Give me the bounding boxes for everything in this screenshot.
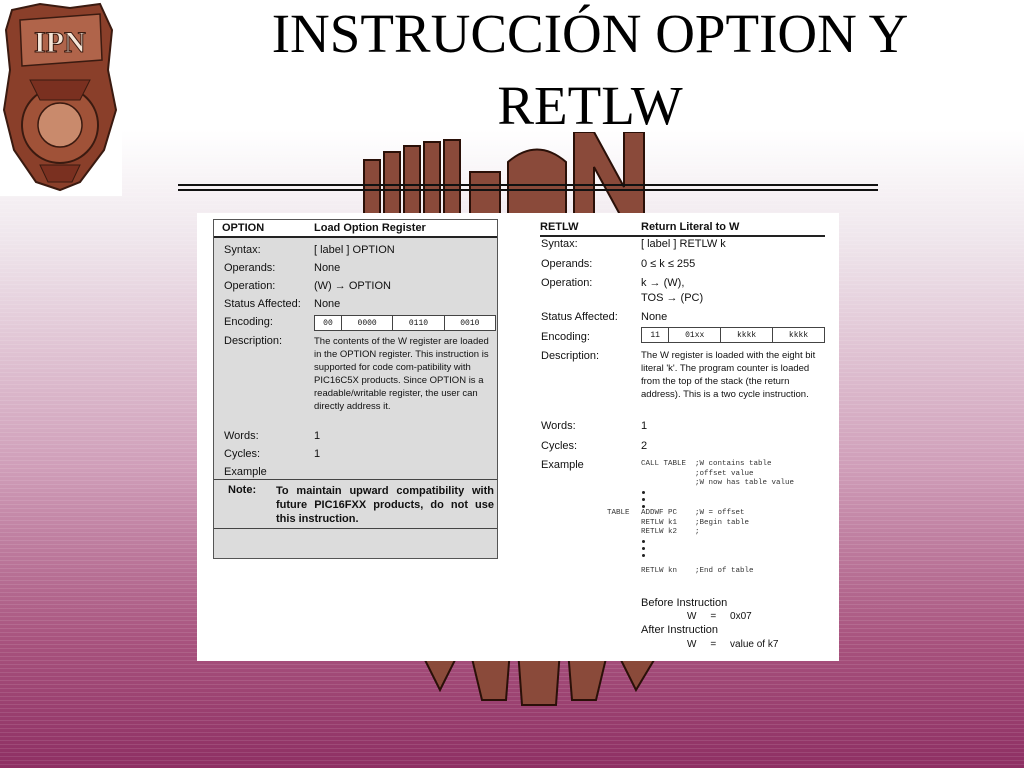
option-encoding-label: Encoding: xyxy=(224,316,273,328)
option-words-label: Words: xyxy=(224,430,259,442)
retlw-code-block-c: RETLW kn ;End of table xyxy=(641,567,754,575)
retlw-syntax-label: Syntax: xyxy=(541,238,578,250)
option-panel xyxy=(213,219,498,559)
option-header xyxy=(214,220,497,238)
note-text: To maintain upward compatibility with future PIC16FXX products, do not use this instruction. xyxy=(276,485,494,525)
retlw-syntax-value: [ label ] RETLW k xyxy=(641,238,726,250)
encoding-cell: kkkk xyxy=(721,328,773,343)
ellipsis-dot xyxy=(642,547,645,550)
option-cycles-value: 1 xyxy=(314,448,321,460)
ellipsis-dot xyxy=(642,540,645,543)
option-mnemonic: OPTION xyxy=(222,222,265,234)
encoding-cell: 0000 xyxy=(341,316,392,331)
encoding-cell: kkkk xyxy=(773,328,825,343)
retlw-cycles-label: Cycles: xyxy=(541,440,578,452)
option-encoding-table xyxy=(314,315,496,331)
encoding-cell: 01xx xyxy=(669,328,721,343)
ipn-seal-logo xyxy=(0,0,122,196)
option-description-label: Description: xyxy=(224,335,283,347)
instruction-document xyxy=(197,213,839,661)
note-label: Note: xyxy=(228,484,257,496)
option-operation-label: Operation: xyxy=(224,280,276,292)
ellipsis-dot xyxy=(642,498,645,501)
option-name: Load Option Register xyxy=(314,222,426,234)
retlw-encoding-label: Encoding: xyxy=(541,331,590,343)
retlw-mnemonic: RETLW xyxy=(540,221,579,233)
option-note xyxy=(214,479,497,529)
before-instruction-label: Before Instruction xyxy=(641,597,728,609)
after-instruction-label: After Instruction xyxy=(641,624,719,636)
retlw-code-block-a: CALL TABLE ;W contains table ;offset value ;W now has table value xyxy=(641,460,795,487)
option-status-label: Status Affected: xyxy=(224,298,301,310)
option-status-value: None xyxy=(314,298,341,310)
option-syntax-label: Syntax: xyxy=(224,244,261,256)
retlw-encoding-table xyxy=(641,327,825,343)
retlw-words-label: Words: xyxy=(541,420,576,432)
option-example-label: Example xyxy=(224,466,267,478)
option-syntax-value: [ label ] OPTION xyxy=(314,244,395,256)
ipn-building-logo xyxy=(362,132,662,222)
option-operands-label: Operands: xyxy=(224,262,276,274)
retlw-code-block-b: ADDWF PC ;W = offset RETLW k1 ;Begin table RETLW k2 ; xyxy=(641,509,750,536)
retlw-operation-value-2: TOS → (PC) xyxy=(641,292,704,304)
retlw-name: Return Literal to W xyxy=(641,221,740,233)
retlw-status-label: Status Affected: xyxy=(541,311,618,323)
ellipsis-dot xyxy=(642,505,645,508)
ellipsis-dot xyxy=(642,491,645,494)
retlw-status-value: None xyxy=(641,311,668,323)
retlw-operation-label: Operation: xyxy=(541,277,593,289)
before-instruction-value: W = 0x07 xyxy=(687,611,752,622)
retlw-operation-value-1: k → (W), xyxy=(641,277,685,289)
title-line-2: RETLW xyxy=(497,75,683,136)
encoding-cell: 0010 xyxy=(444,316,495,331)
retlw-description-label: Description: xyxy=(541,350,600,362)
slide-title xyxy=(175,0,1005,142)
retlw-words-value: 1 xyxy=(641,420,648,432)
after-instruction-value: W = value of k7 xyxy=(687,639,779,650)
title-rule-top xyxy=(178,184,878,186)
retlw-example-label: Example xyxy=(541,459,584,471)
encoding-cell: 0110 xyxy=(393,316,444,331)
retlw-description-text: The W register is loaded with the eight bit literal 'k'. The program counter is loaded from the top of the stack (the return address). This is a two cycle instruction. xyxy=(641,350,816,400)
retlw-operands-label: Operands: xyxy=(541,258,593,270)
ellipsis-dot xyxy=(642,554,645,557)
title-line-1: INSTRUCCIÓN OPTION Y xyxy=(271,3,909,64)
retlw-cycles-value: 2 xyxy=(641,440,648,452)
option-description-text: The contents of the W register are loaded in the OPTION register. This instruction is supported for code com-patibility with PIC16C5X products. Since OPTION is a readable/writable register, the user can directly address it. xyxy=(314,336,489,412)
encoding-cell: 00 xyxy=(315,316,342,331)
title-rule-bottom xyxy=(178,189,878,191)
option-words-value: 1 xyxy=(314,430,321,442)
option-operands-value: None xyxy=(314,262,341,274)
option-operation-value: (W) → OPTION xyxy=(314,280,391,292)
retlw-header xyxy=(540,219,825,237)
retlw-operands-value: 0 ≤ k ≤ 255 xyxy=(641,258,696,270)
encoding-cell: 11 xyxy=(642,328,669,343)
svg-text:IPN: IPN xyxy=(34,26,86,59)
retlw-code-table-label: TABLE xyxy=(607,509,630,517)
option-cycles-label: Cycles: xyxy=(224,448,261,460)
